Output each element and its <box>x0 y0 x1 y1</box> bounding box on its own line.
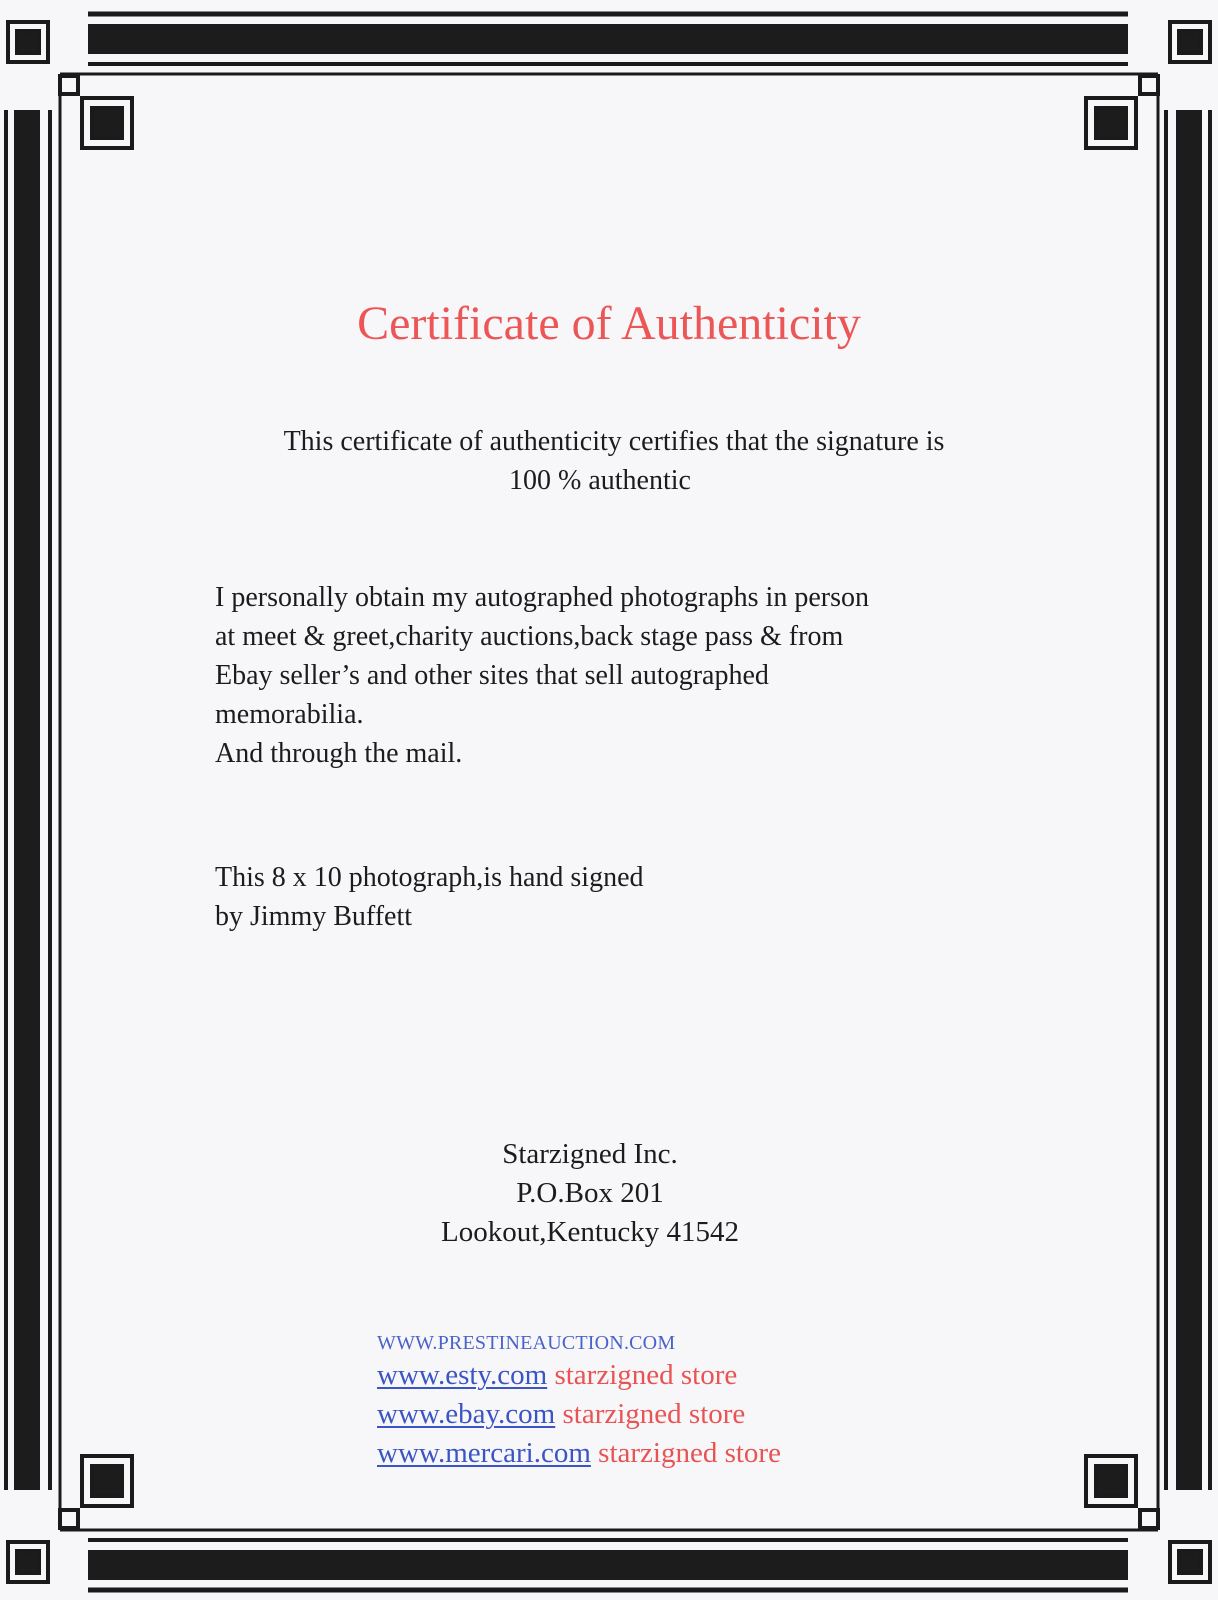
link-row-ebay <box>377 1395 781 1434</box>
statement-line-1: This certificate of authenticity certifies that the signature is <box>283 426 945 457</box>
address-po-box: P.O.Box 201 <box>516 1177 664 1209</box>
sourcing-line-3: Ebay seller’s and other sites that sell autographed <box>215 660 769 691</box>
store-links <box>377 1330 781 1473</box>
certificate-title: Certificate of Authenticity <box>357 297 861 350</box>
address-company: Starzigned Inc. <box>502 1138 678 1170</box>
item-line-2: by Jimmy Buffett <box>215 901 413 932</box>
statement-line-2: 100 % authentic <box>509 465 691 496</box>
sourcing-line-5: And through the mail. <box>215 738 463 769</box>
ebay-store-label: starzigned store <box>562 1398 746 1430</box>
auction-site-prefix: WWW. <box>377 1332 438 1354</box>
ebay-link[interactable]: www.ebay.com <box>377 1398 556 1430</box>
sourcing-line-1: I personally obtain my autographed photographs in person <box>215 582 869 613</box>
mercari-store-label: starzigned store <box>598 1437 781 1469</box>
auction-site-name: PRESTINEAUCTION.COM <box>437 1332 676 1354</box>
link-row-esty <box>377 1356 781 1395</box>
item-line-1: This 8 x 10 photograph,is hand signed <box>215 862 644 893</box>
address-city-state-zip: Lookout,Kentucky 41542 <box>440 1216 739 1248</box>
sourcing-line-4: memorabilia. <box>215 699 364 730</box>
sourcing-line-2: at meet & greet,charity auctions,back stage pass & from <box>215 621 844 652</box>
esty-store-label: starzigned store <box>554 1359 738 1391</box>
link-row-mercari <box>377 1434 781 1473</box>
mercari-link[interactable]: www.mercari.com <box>377 1437 591 1469</box>
esty-link[interactable]: www.esty.com <box>377 1359 548 1391</box>
auction-site-link[interactable] <box>377 1330 781 1356</box>
